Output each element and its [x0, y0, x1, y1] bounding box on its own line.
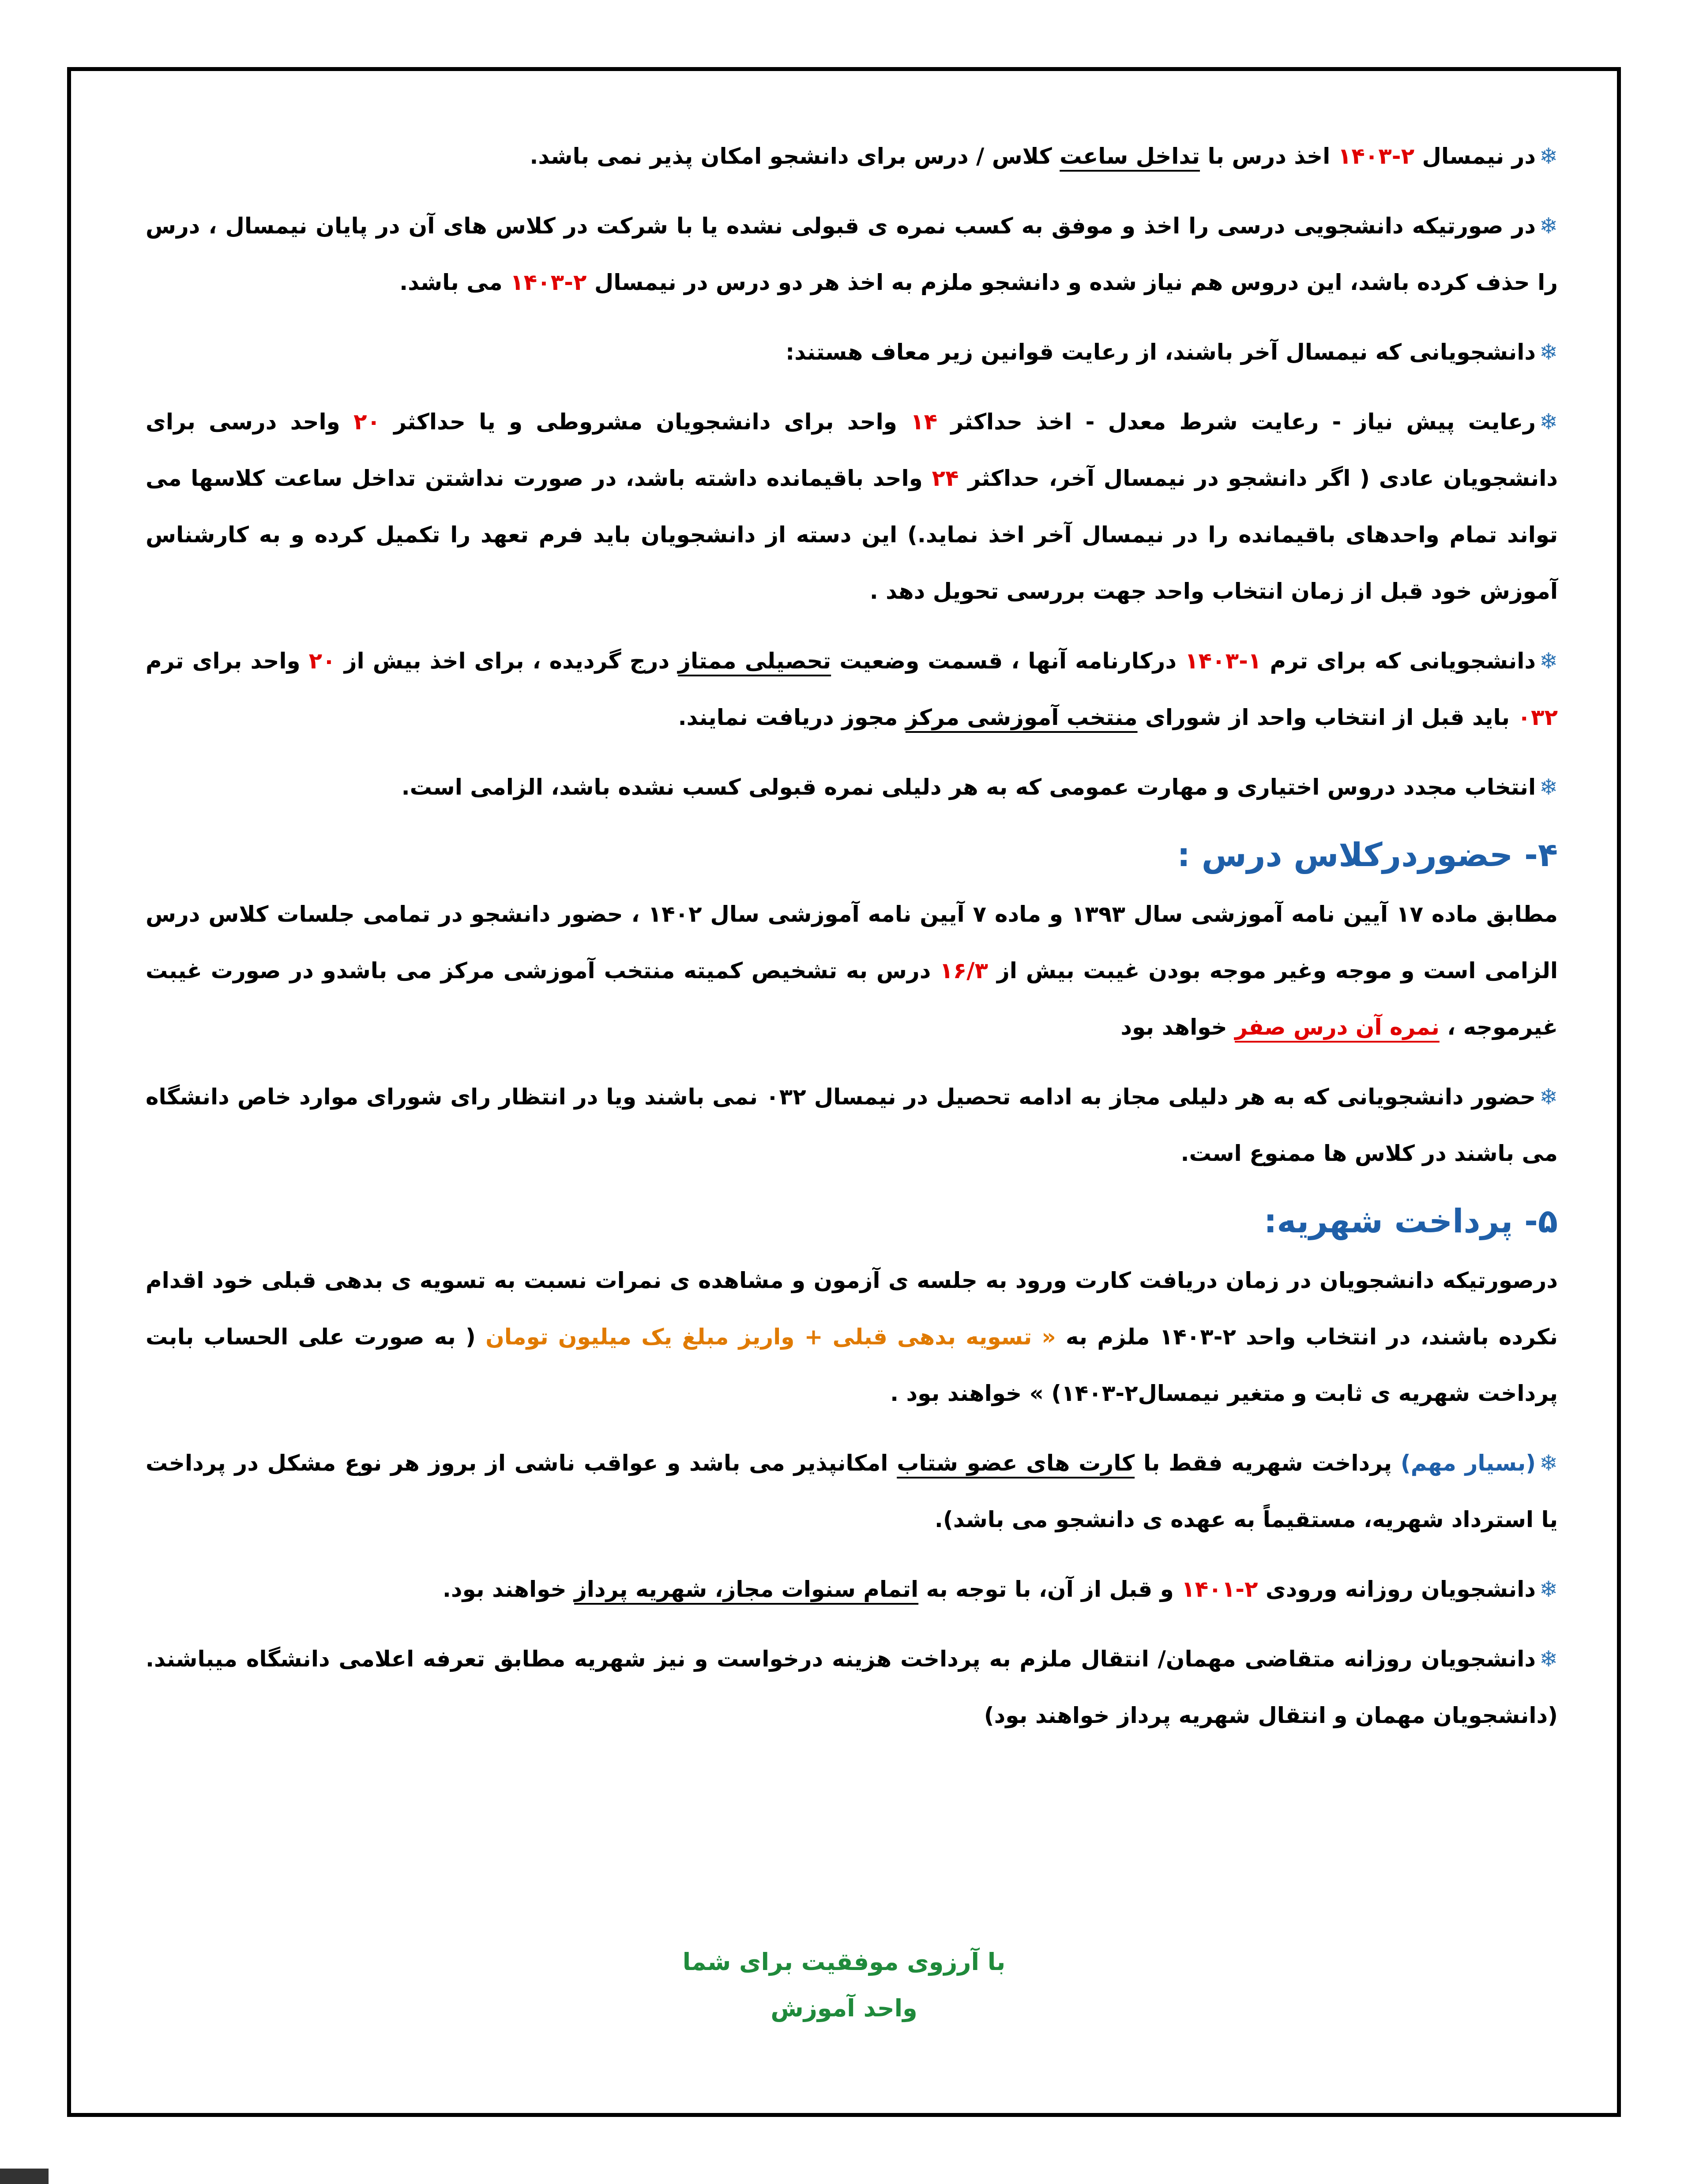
tuition-paragraph-4: ❄دانشجویان روزانه متقاضی مهمان/ انتقال ملزم به پرداخت هزینه درخواست و نیز شهریه مطابق تعرفه اعلامی دانشگاه میباشند.(دانشجویان مهمان و انتقال شهریه پرداز خواهند بود): [146, 1646, 1558, 1728]
snowflake-icon: ❄: [1539, 1576, 1558, 1602]
rule-paragraph-3: ❄دانشجویانی که نیمسال آخر باشند، از رعایت قوانین زیر معاف هستند:: [786, 339, 1558, 365]
snowflake-icon: ❄: [1539, 1646, 1558, 1672]
snowflake-icon: ❄: [1539, 648, 1558, 674]
closing-wish: با آرزوی موفقیت برای شما: [682, 1948, 1006, 1976]
tuition-paragraph-1: درصورتیکه دانشجویان در زمان دریافت کارت ورود به جلسه ی آزمون و مشاهده ی نمرات نسبت به تسویه ی بدهی قبلی خود اقدام نکرده باشند، در انتخاب واحد ۲-۱۴۰۳ ملزم به « تسویه بدهی قبلی + واریز مبلغ یک میلیون تومان ( به صورت علی الحساب بابت پرداخت شهریه ی ثابت و متغیر نیمسال۲-۱۴۰۳) » خواهند بود .: [146, 1268, 1558, 1406]
snowflake-icon: ❄: [1539, 143, 1558, 169]
snowflake-icon: ❄: [1539, 1084, 1558, 1110]
snowflake-icon: ❄: [1539, 1450, 1558, 1476]
tuition-paragraph-3: ❄دانشجویان روزانه ورودی ۲-۱۴۰۱ و قبل از آن، با توجه به اتمام سنوات مجاز، شهریه پرداز خواهند بود.: [442, 1576, 1558, 1602]
rule-paragraph-6: ❄انتخاب مجدد دروس اختیاری و مهارت عمومی که به هر دلیلی نمره قبولی کسب نشده باشد، الزامی است.: [401, 774, 1558, 800]
tuition-paragraph-2: ❄(بسیار مهم) پرداخت شهریه فقط با کارت های عضو شتاب امکانپذیر می باشد و عواقب ناشی از بروز هر نوع مشکل در پرداخت یا استرداد شهریه، مستقیماً به عهده ی دانشجو می باشد).: [146, 1450, 1558, 1532]
attendance-paragraph-1: مطابق ماده ۱۷ آیین نامه آموزشی سال ۱۳۹۳ و ماده ۷ آیین نامه آموزشی سال ۱۴۰۲ ، حضور دانشجو در تمامی جلسات کلاس درس الزامی است و موجه وغیر موجه بودن غیبت بیش از ۱۶/۳ درس به تشخیص کمیته منتخب آموزشی مرکز می باشدو در صورت غیبت غیرموجه ، نمره آن درس صفر خواهد بود: [146, 901, 1558, 1040]
closing-signature: واحد آموزش: [771, 1994, 917, 2022]
section-4-heading: ۴- حضوردرکلاس درس :: [1177, 836, 1558, 874]
section-5-heading: ۵- پرداخت شهریه:: [1263, 1202, 1558, 1240]
snowflake-icon: ❄: [1539, 774, 1558, 800]
snowflake-icon: ❄: [1539, 409, 1558, 435]
document-body: [146, 128, 1558, 2069]
rule-paragraph-5: ❄دانشجویانی که برای ترم ۱-۱۴۰۳ درکارنامه آنها ، قسمت وضعیت تحصیلی ممتاز درج گردیده ، برای اخذ بیش از ۲۰ واحد برای ترم ۰۳۲ باید قبل از انتخاب واحد از شورای منتخب آموزشی مرکز مجوز دریافت نمایند.: [146, 648, 1558, 730]
footer-strip: [0, 2169, 49, 2184]
rule-paragraph-4: ❄رعایت پیش نیاز - رعایت شرط معدل - اخذ حداکثر ۱۴ واحد برای دانشجویان مشروطی و یا حداکثر ۲۰ واحد درسی برای دانشجویان عادی ( اگر دانشجو در نیمسال آخر، حداکثر ۲۴ واحد باقیمانده داشته باشد، در صورت نداشتن تداخل ساعت کلاسها می تواند تمام واحدهای باقیمانده را در نیمسال آخر اخذ نماید.) این دسته از دانشجویان باید فرم تعهد را تکمیل کرده و به کارشناس آموزش خود قبل از زمان انتخاب واحد جهت بررسی تحویل دهد .: [146, 409, 1558, 604]
snowflake-icon: ❄: [1539, 339, 1558, 365]
attendance-paragraph-2: ❄حضور دانشجویانی که به هر دلیلی مجاز به ادامه تحصیل در نیمسال ۰۳۲ نمی باشند ویا در انتظار رای شورای موارد خاص دانشگاه می باشند در کلاس ها ممنوع است.: [146, 1084, 1558, 1166]
rule-paragraph-1: ❄در نیمسال ۲-۱۴۰۳ اخذ درس با تداخل ساعت کلاس / درس برای دانشجو امکان پذیر نمی باشد.: [530, 143, 1558, 169]
rule-paragraph-2: ❄در صورتیکه دانشجویی درسی را اخذ و موفق به کسب نمره ی قبولی نشده یا با شرکت در کلاس های آن در پایان نیمسال ، درس را حذف کرده باشد، این دروس هم نیاز شده و دانشجو ملزم به اخذ هر دو درس در نیمسال ۲-۱۴۰۳ می باشد.: [146, 213, 1558, 295]
snowflake-icon: ❄: [1539, 213, 1558, 239]
